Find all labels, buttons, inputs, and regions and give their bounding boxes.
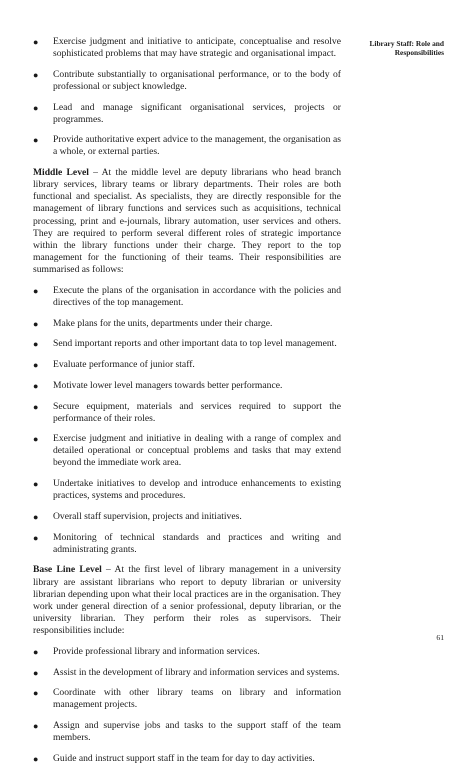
list-item: ● Make plans for the units, departments under their charge. — [33, 317, 273, 329]
bullet-icon: ● — [33, 285, 39, 296]
middle-bullet-list — [33, 285, 341, 556]
list-item: ● Coordinate with other library teams on library and information management projects. — [33, 687, 341, 711]
list-item: ● Exercise judgment and initiative in dealing with a range of complex and detailed operational or conceptual problems and tasks that may extend beyond the immediate work area. — [33, 433, 341, 469]
sidebar-title-line-1: Library Staff: Role and — [369, 39, 444, 48]
list-item: ● Execute the plans of the organisation in accordance with the policies and directives of the top management. — [33, 284, 341, 309]
bullet-icon: ● — [33, 360, 39, 371]
bullet-icon: ● — [33, 135, 39, 146]
page-number: 61 — [436, 633, 444, 642]
middle-level-paragraph — [33, 167, 341, 276]
sidebar-chapter-title — [352, 39, 444, 57]
list-item: ● Send important reports and other important data to top level management. — [33, 338, 337, 350]
bullet-icon: ● — [33, 69, 39, 80]
middle-level-text: – At the middle level are deputy librarians who head branch library services, library teams or library departments. Their roles are both functional and specialist. As specialists, they are directly responsible for the management of library functions and services such as acquisitions, technical processing, print and e-journals, library automation, user services and others. They are required to perform several different roles of strategic importance within the library functions under their charge. They report to the top management for the functioning of their teams. Their responsibilities are summarised as follows: — [33, 167, 341, 275]
list-item: ● Undertake initiatives to develop and introduce enhancements to existing practices, systems and procedures. — [33, 478, 341, 502]
bullet-icon: ● — [33, 511, 39, 522]
bullet-icon: ● — [33, 37, 39, 47]
bullet-icon: ● — [33, 753, 39, 764]
sidebar-title-line-2: Responsibilities — [394, 48, 444, 57]
bullet-icon: ● — [33, 380, 39, 391]
bullet-icon: ● — [33, 479, 39, 490]
list-item: ● Exercise judgment and initiative to anticipate, conceptualise and resolve sophisticated problems that may have strategic and organisational impact. — [33, 36, 341, 60]
bullet-icon: ● — [33, 434, 39, 445]
list-item: ● Motivate lower level managers towards better performance. — [33, 379, 283, 391]
bullet-icon: ● — [33, 688, 39, 699]
bullet-icon: ● — [33, 646, 39, 657]
list-item: ● Contribute substantially to organisational performance, or to the body of professional or subject knowledge. — [33, 68, 341, 92]
list-item: ● Provide professional library and information services. — [33, 645, 260, 657]
base-level-heading: Base Line Level — [33, 564, 102, 576]
list-item: ● Lead and manage significant organisational services, projects or programmes. — [33, 101, 341, 125]
list-item: ● Assign and supervise jobs and tasks to the support staff of the team members. — [33, 720, 341, 744]
list-item: ● Provide authoritative expert advice to the management, the organisation as a whole, or external parties. — [33, 134, 341, 158]
list-item: ● Guide and instruct support staff in the team for day to day activities. — [33, 752, 315, 764]
base-bullet-list — [33, 646, 341, 765]
list-item: ● Overall staff supervision, projects and initiatives. — [33, 510, 242, 522]
top-bullet-list — [33, 36, 341, 159]
list-item: ● Monitoring of technical standards and practices and writing and administrating grants. — [33, 531, 341, 555]
bullet-icon: ● — [33, 401, 39, 412]
bullet-icon: ● — [33, 721, 39, 732]
base-level-paragraph — [33, 564, 341, 637]
main-column — [33, 36, 341, 774]
list-item: ● Secure equipment, materials and services required to support the performance of their roles. — [33, 400, 341, 424]
bullet-icon: ● — [33, 667, 39, 678]
base-level-text: – At the first level of library management in a university library are assistant librarians who report to deputy librarian or university librarian depending upon what their local practices are in the organisation. They work under general direction of a senior professional, deputy librarian, or the university librarian. They perform their roles as supervisors. Their responsibilities include: — [33, 564, 341, 636]
list-item: ● Evaluate performance of junior staff. — [33, 359, 195, 371]
list-item: ● Assist in the development of library and information services and systems. — [33, 666, 340, 678]
bullet-icon: ● — [33, 102, 39, 113]
middle-level-heading: Middle Level — [33, 167, 89, 179]
bullet-icon: ● — [33, 318, 39, 329]
bullet-icon: ● — [33, 339, 39, 350]
bullet-icon: ● — [33, 532, 39, 543]
